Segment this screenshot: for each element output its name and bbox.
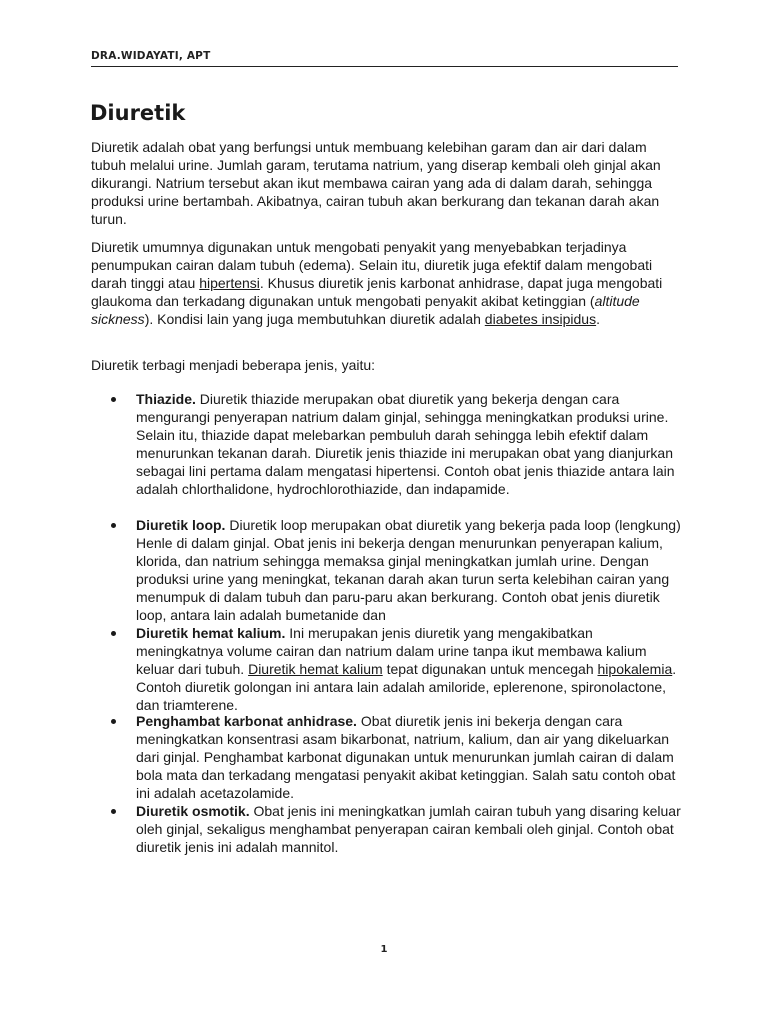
term-hemat-kalium: Diuretik hemat kalium. — [136, 625, 286, 641]
header-author: DRA.WIDAYATI, APT — [91, 50, 211, 62]
thiazide-description: Diuretik thiazide merupakan obat diuretik yang bekerja dengan cara mengurangi penyerapan natrium dalam ginjal, sehingga meningkatkan produksi urine. Selain itu, thiazide dapat melebarkan pembuluh darah sehingga lebih efektif dalam menurunkan tekanan darah. Diuretik jenis thiazide ini merupakan obat yang dianjurkan sebagai lini pertama dalam mengatasi hipertensi. Contoh obat jenis thiazide antara lain adalah chlorthalidone, hydrochlorothiazide, dan indapamide. — [136, 391, 675, 497]
bullet — [111, 397, 116, 402]
hemat-kalium-text-a: Ini merupakan jenis diuretik yang mengakibatkan meningkatnya volume cairan dan natrium dalam urine tanpa ikut membawa kalium keluar dari tubuh. — [136, 625, 647, 677]
list-item-text — [136, 516, 681, 624]
term-osmotik: Diuretik osmotik. — [136, 803, 250, 819]
paragraph-uses-text-c: ). Kondisi lain yang juga membutuhkan diuretik adalah — [144, 311, 485, 327]
list-item-text — [136, 390, 681, 498]
header-divider — [91, 66, 678, 67]
italic-altitude-sickness: altitude sickness — [91, 293, 640, 327]
paragraph-uses — [91, 238, 681, 328]
term-thiazide: Thiazide. — [136, 391, 196, 407]
list-item-text — [136, 624, 681, 714]
term-loop: Diuretik loop. — [136, 517, 226, 533]
paragraph-uses-text-d: . — [596, 311, 600, 327]
link-hipokalemia[interactable]: hipokalemia — [597, 661, 673, 677]
hemat-kalium-text-b: tepat digunakan untuk mencegah — [382, 661, 598, 677]
karbonat-description: Obat diuretik jenis ini bekerja dengan cara meningkatkan konsentrasi asam bikarbonat, natrium, kalium, dan air yang dikeluarkan dari ginjal. Penghambat karbonat digunakan untuk menurunkan jumlah cairan di dalam bola mata dan terkadang mengatasi penyakit akibat ketinggian. Salah satu contoh obat ini adalah acetazolamide. — [136, 713, 676, 801]
list-item-text — [136, 802, 681, 856]
paragraph-definition: Diuretik adalah obat yang berfungsi untuk membuang kelebihan garam dan air dari dalam tubuh melalui urine. Jumlah garam, terutama natrium, yang diserap kembali oleh ginjal akan dikurangi. Natrium tersebut akan ikut membawa cairan yang ada di dalam darah, sehingga produksi urine bertambah. Akibatnya, cairan tubuh akan berkurang dan tekanan darah akan turun. — [91, 139, 661, 227]
page-number: 1 — [380, 944, 388, 955]
osmotik-description: Obat jenis ini meningkatkan jumlah cairan tubuh yang disaring keluar oleh ginjal, sekaligus menghambat penyerapan cairan kembali oleh ginjal. Contoh obat diuretik jenis ini adalah mannitol. — [136, 803, 681, 855]
bullet — [111, 523, 116, 528]
bullet — [111, 809, 116, 814]
paragraph-types-intro: Diuretik terbagi menjadi beberapa jenis, yaitu: — [91, 357, 376, 373]
bullet — [111, 631, 116, 636]
link-diuretik-hemat-kalium[interactable]: Diuretik hemat kalium — [248, 661, 383, 677]
hemat-kalium-text-c: . Contoh diuretik golongan ini antara lain adalah amiloride, eplerenone, spironolactone, dan triamterene. — [136, 661, 677, 713]
page-title: Diuretik — [90, 101, 186, 125]
link-diabetes-insipidus[interactable]: diabetes insipidus — [484, 311, 597, 327]
link-hipertensi[interactable]: hipertensi — [199, 275, 260, 291]
bullet — [111, 719, 116, 724]
paragraph-uses-text-b: . Khusus diuretik jenis karbonat anhidrase, dapat juga mengobati glaukoma dan terkadang digunakan untuk mengobati penyakit akibat ketinggian ( — [91, 275, 663, 309]
list-item-text — [136, 712, 681, 802]
paragraph-uses-text-a: Diuretik umumnya digunakan untuk mengobati penyakit yang menyebabkan terjadinya penumpukan cairan dalam tubuh (edema). Selain itu, diuretik juga efektif dalam mengobati darah tinggi atau — [91, 239, 653, 291]
loop-description: Diuretik loop merupakan obat diuretik yang bekerja pada loop (lengkung) Henle di dalam ginjal. Obat jenis ini bekerja dengan menurunkan penyerapan kalium, klorida, dan natrium sehingga memaksa ginjal meningkatkan jumlah urine. Dengan produksi urine yang meningkat, tekanan darah akan turun serta kelebihan cairan yang menumpuk di dalam tubuh dan paru-paru akan berkurang. Contoh obat jenis diuretik loop, antara lain adalah bumetanide dan — [136, 517, 681, 623]
term-karbonat-anhidrase: Penghambat karbonat anhidrase. — [136, 713, 357, 729]
